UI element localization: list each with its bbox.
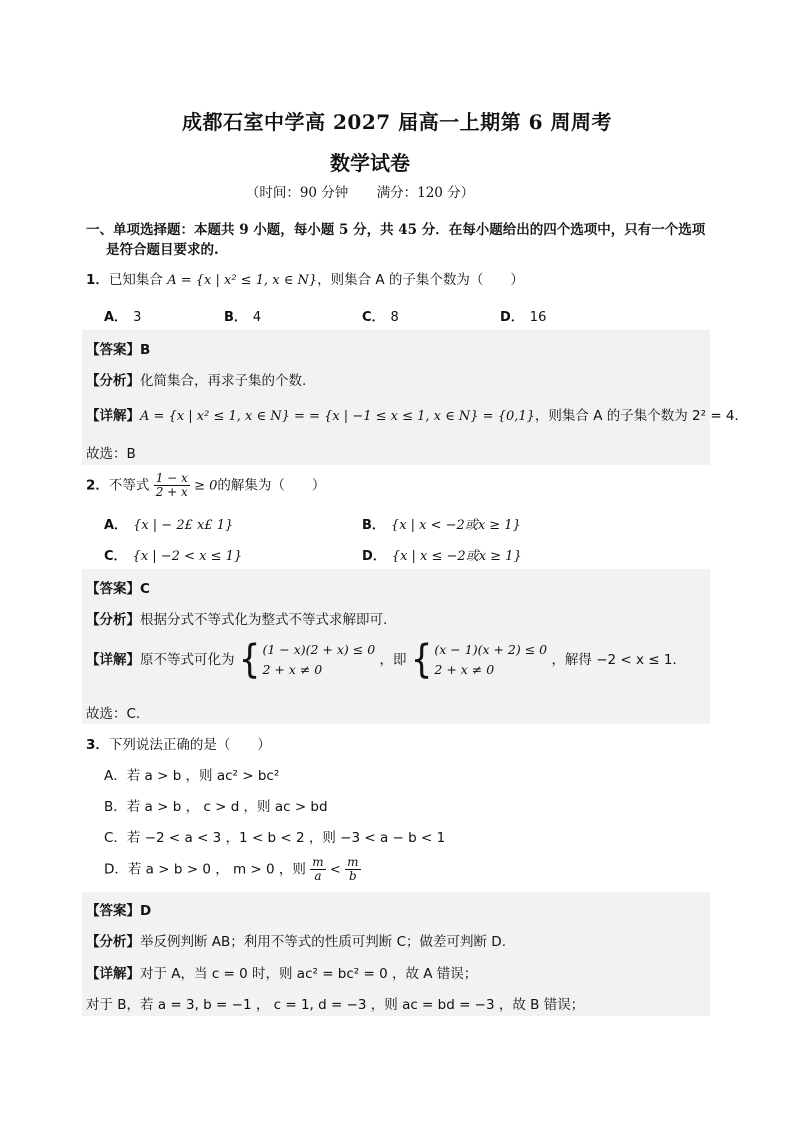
analysis-line: 【分析】化简集合，再求子集的个数. xyxy=(86,373,307,389)
option-c: C．若 −2 < a < 3 ，1 < b < 2 ，则 −3 < a − b < 1 xyxy=(104,830,446,846)
detail-line: 【详解】原不等式可化为 { (1 − x)(2 + x) ≤ 0 2 + x ≠ 0 ，即 { (x − 1)(x + 2) ≤ 0 2 + x ≠ 0 ，解得 −2 < x ≤ 1． xyxy=(86,637,686,683)
analysis-line: 【分析】根据分式不等式化为整式不等式求解即可. xyxy=(86,612,388,628)
option-d: D． {x | x ≤ −2或x ≥ 1} xyxy=(362,549,522,564)
fraction: $\frac{1 - x}{2 + x}$ xyxy=(155,471,188,499)
option-b: B． 4 xyxy=(224,310,262,325)
detail-line-2: 对于 B，若 a = 3, b = −1 ， c = 1, d = −3 ，则 ac = bd = −3 ，故 B 错误； xyxy=(86,997,585,1013)
option-a: A．若 a > b ，则 ac² > bc² xyxy=(104,768,280,784)
exam-score: 满分：120 分） xyxy=(376,185,475,201)
section-line2: 是符合题目要求的. xyxy=(106,242,219,258)
question-number: 3． xyxy=(86,737,109,753)
exam-meta xyxy=(0,181,720,201)
option-a: A． {x | − 2£ x£ 1} xyxy=(104,518,234,533)
question-number: 2． xyxy=(86,477,109,494)
option-c: C． 8 xyxy=(362,310,399,325)
question-suffix: ，则集合 A 的子集个数为（ ） xyxy=(317,272,524,288)
option-c: C． {x | −2 < x ≤ 1} xyxy=(104,549,243,564)
conclusion-line: 故选：C. xyxy=(86,706,141,722)
option-a: A． 3 xyxy=(104,310,142,325)
question-2: 2．不等式 $\frac{1 - x}{2 + x}$ ≥ 0的解集为（ ） xyxy=(86,471,326,499)
fraction: $\frac{m}{b}$ xyxy=(347,855,359,883)
question-prefix: 已知集合 xyxy=(108,272,163,288)
set-expression: A = {x | x² ≤ 1, x ∈ N} xyxy=(167,273,318,288)
inequality-system-1: (1 − x)(2 + x) ≤ 0 2 + x ≠ 0 xyxy=(262,642,376,677)
option-b: B． {x | x < −2或x ≥ 1} xyxy=(362,518,521,533)
analysis-line: 【分析】举反例判断 AB；利用不等式的性质可判断 C；做差可判断 D. xyxy=(86,934,506,950)
option-d: D． 16 xyxy=(500,310,547,325)
question-number: 1． xyxy=(86,272,109,288)
answer-line: 【答案】D xyxy=(86,903,152,919)
page-title: 成都石室中学高 2027 届高一上期第 6 周周考 xyxy=(182,110,612,134)
question-suffix: 的解集为（ ） xyxy=(217,477,326,494)
page-subtitle: 数学试卷 xyxy=(330,151,410,175)
fraction: $\frac{m}{a}$ xyxy=(312,855,324,883)
section-heading xyxy=(86,220,716,260)
inequality-system-2: (x − 1)(x + 2) ≤ 0 2 + x ≠ 0 xyxy=(434,642,548,677)
exam-time: （时间：90 分钟 xyxy=(245,185,349,201)
detail-line: 【详解】A = {x | x² ≤ 1, x ∈ N} = = {x | −1 ≤ x ≤ 1, x ∈ N} = {0,1}，则集合 A 的子集个数为 2² = 4． xyxy=(86,408,749,424)
detail-line: 【详解】对于 A，当 c = 0 时，则 ac² = bc² = 0 ，故 A 错误； xyxy=(86,966,478,982)
question-3 xyxy=(86,733,716,753)
answer-line: 【答案】B xyxy=(86,342,151,358)
answer-line: 【答案】C xyxy=(86,581,150,597)
question-1 xyxy=(86,268,716,288)
conclusion-line: 故选：B xyxy=(86,446,136,462)
question-prefix: 不等式 xyxy=(108,477,150,494)
option-b: B．若 a > b ， c > d ，则 ac > bd xyxy=(104,799,328,815)
section-line1: 一、单项选择题：本题共 9 小题，每小题 5 分，共 45 分．在每小题给出的四个选项中，只有一个选项 xyxy=(86,222,706,238)
option-d: D．若 a > b > 0 ， m > 0 ，则 $\frac{m}{a}$ < $\frac{m}{b}$ xyxy=(104,855,359,883)
question-stem: 下列说法正确的是（ ） xyxy=(108,737,271,753)
